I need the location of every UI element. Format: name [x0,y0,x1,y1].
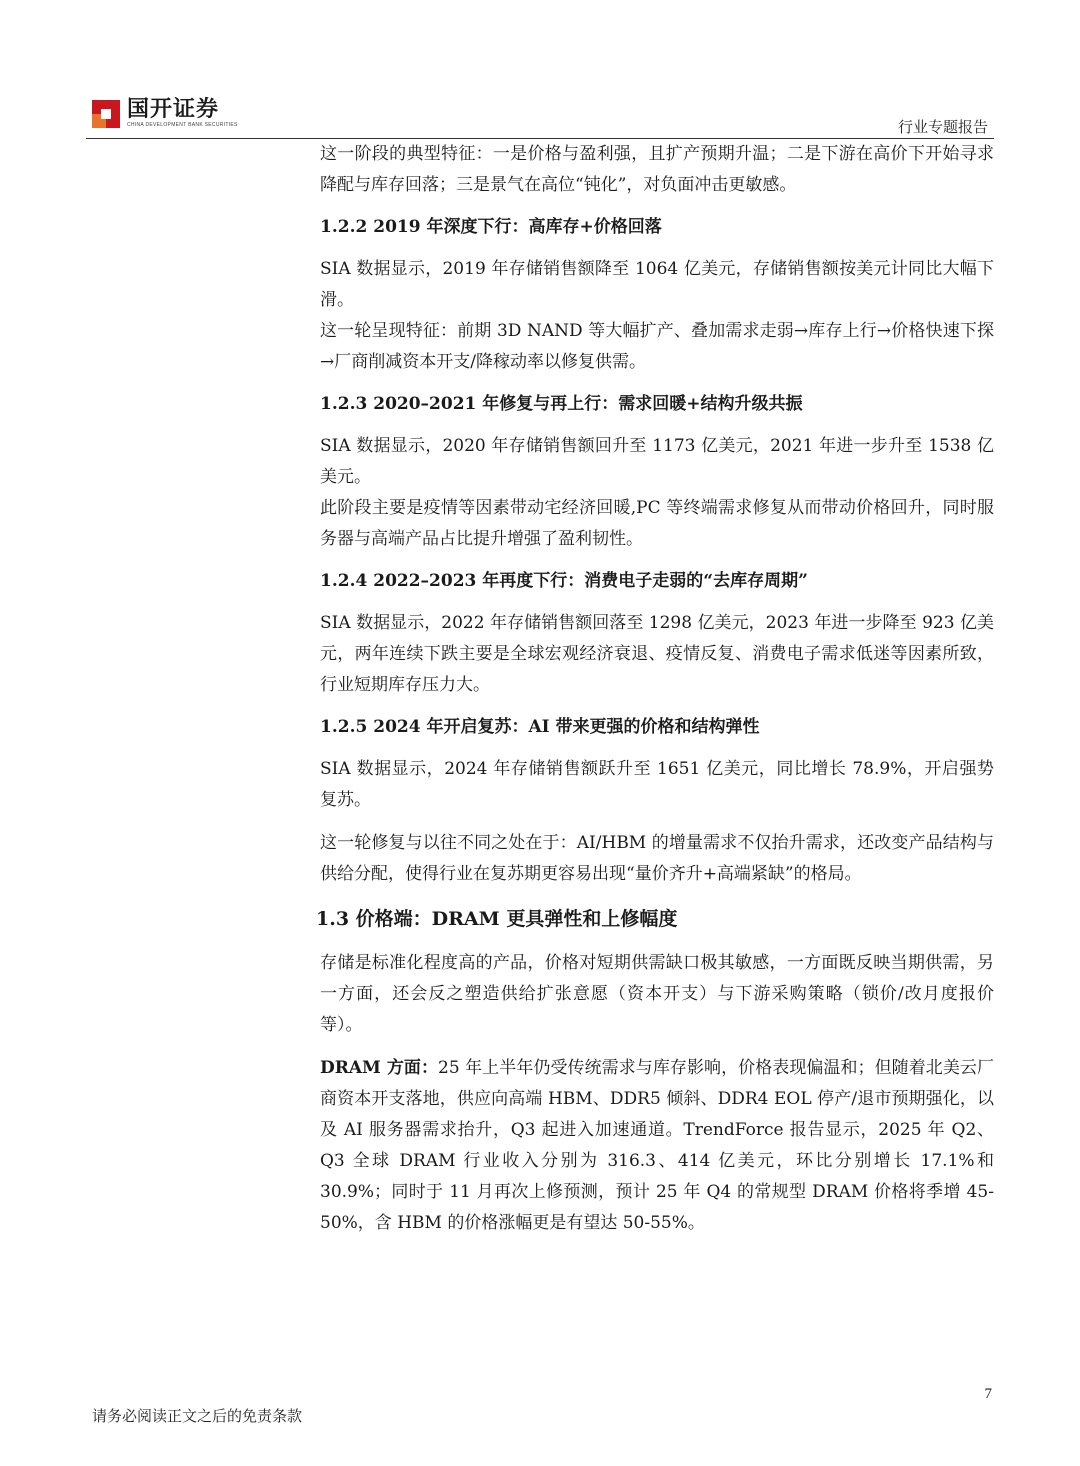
page-header [0,0,1080,140]
heading-1-3: 1.3 价格端：DRAM 更具弹性和上修幅度 [316,908,678,930]
paragraph-price-sensitivity: 存储是标准化程度高的产品，价格对短期供需缺口极其敏感，一方面既反映当期供需，另一方面，还会反之塑造供给扩张意愿（资本开支）与下游采购策略（锁价/改月度报价等）。 [320,953,994,1035]
heading-1-2-5: 1.2.5 2024 年开启复苏：AI 带来更强的价格和结构弹性 [320,717,760,737]
report-category: 行业专题报告 [897,118,988,136]
paragraph-2019-sales: SIA 数据显示，2019 年存储销售额降至 1064 亿美元，存储销售额按美元计同比大幅下滑。 [320,259,994,310]
paragraph-2022-sales: SIA 数据显示，2022 年存储销售额回落至 1298 亿美元，2023 年进一步降至 923 亿美元，两年连续下跌主要是全球宏观经济衰退、疫情反复、消费电子需求低迷等因素所致，行业短期库存压力大。 [320,613,994,695]
logo-english-name: CHINA DEVELOPMENT BANK SECURITIES [127,122,238,128]
company-logo [92,99,238,128]
paragraph-2024-sales: SIA 数据显示，2024 年存储销售额跃升至 1651 亿美元，同比增长 78.9%，开启强势复苏。 [320,759,994,810]
paragraph-2020-drivers: 此阶段主要是疫情等因素带动宅经济回暖,PC 等终端需求修复从而带动价格回升，同时服务器与高端产品占比提升增强了盈利韧性。 [320,498,994,549]
heading-1-2-3: 1.2.3 2020–2021 年修复与再上行：需求回暖+结构升级共振 [320,394,803,414]
footer-disclaimer: 请务必阅读正文之后的免责条款 [92,1407,303,1425]
page-number: 7 [984,1386,992,1402]
paragraph-2020-sales: SIA 数据显示，2020 年存储销售额回升至 1173 亿美元，2021 年进一步升至 1538 亿美元。 [320,436,994,487]
logo-chinese-name: 国开证券 [127,97,220,122]
paragraph-2019-features: 这一轮呈现特征：前期 3D NAND 等大幅扩产、叠加需求走弱→库存上行→价格快速下探→厂商削减资本开支/降稼动率以修复供需。 [320,321,994,372]
paragraph-dram [320,1053,994,1239]
main-content [316,139,994,1239]
dram-lead-label: DRAM 方面： [320,1058,439,1078]
paragraph-stage-features: 这一阶段的典型特征：一是价格与盈利强，且扩产预期升温；二是下游在高价下开始寻求降配与库存回落；三是景气在高位“钝化”，对负面冲击更敏感。 [320,144,994,195]
heading-1-2-2: 1.2.2 2019 年深度下行：高库存+价格回落 [320,217,662,237]
dram-body-text: 25 年上半年仍受传统需求与库存影响，价格表现偏温和；但随着北美云厂商资本开支落地，供应向高端 HBM、DDR5 倾斜、DDR4 EOL 停产/退市预期强化，以及 AI 服务器需求抬升，Q3 起进入加速通道。TrendForce 报告显示，2025 年 Q2、Q3 全球 DRAM 行业收入分别为 316.3、414 亿美元，环比分别增长 17.1%和 30.9%；同时于 11 月再次上修预测，预计 25 年 Q4 的常规型 DRAM 价格将季增 45-50%，含 HBM 的价格涨幅更是有望达 50-55%。 [320,1058,994,1233]
heading-1-2-4: 1.2.4 2022–2023 年再度下行：消费电子走弱的“去库存周期” [320,571,808,591]
logo-mark-icon [92,100,120,128]
paragraph-ai-hbm: 这一轮修复与以往不同之处在于：AI/HBM 的增量需求不仅抬升需求，还改变产品结构与供给分配，使得行业在复苏期更容易出现“量价齐升+高端紧缺”的格局。 [320,833,994,884]
